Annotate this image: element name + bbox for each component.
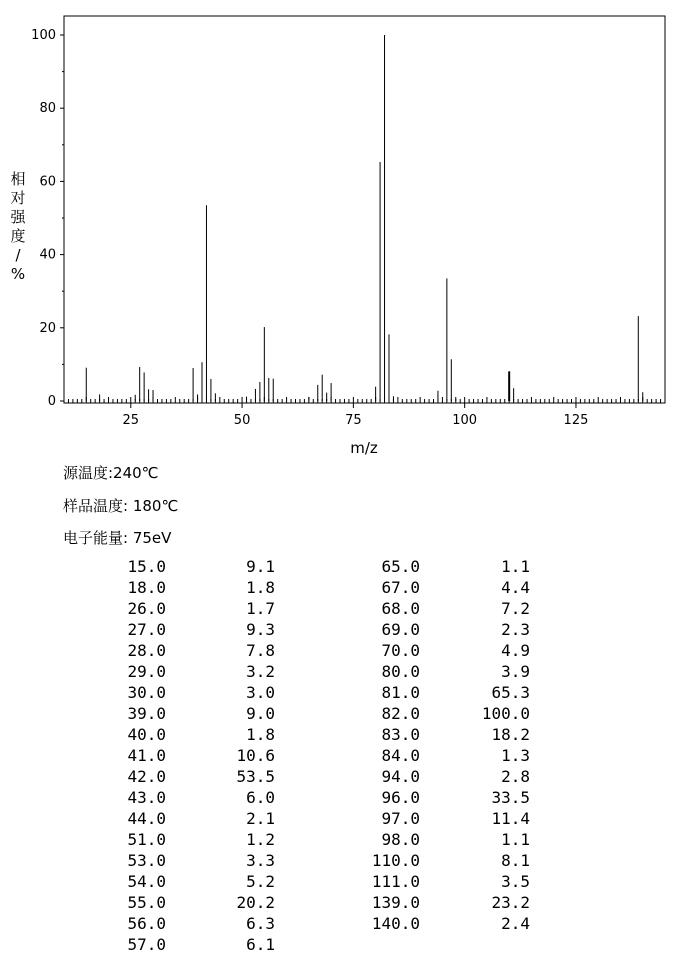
peak-mz-value: 96.0 xyxy=(381,788,420,807)
peak-intensity-value: 2.8 xyxy=(501,767,530,786)
peak-mz-value: 57.0 xyxy=(127,935,166,954)
peak-intensity-value: 23.2 xyxy=(491,893,530,912)
peak-intensity-value: 1.1 xyxy=(501,557,530,576)
peak-mz-value: 69.0 xyxy=(381,620,420,639)
y-axis-label-char: / xyxy=(15,246,21,264)
peak-intensity-value: 33.5 xyxy=(491,788,530,807)
peak-intensity-value: 4.9 xyxy=(501,641,530,660)
peak-mz-value: 44.0 xyxy=(127,809,166,828)
mass-spectrum-chart xyxy=(0,0,680,460)
peak-mz-value: 29.0 xyxy=(127,662,166,681)
source-temperature: 源温度:240℃ xyxy=(63,464,159,482)
y-axis-ticks xyxy=(31,28,64,409)
peak-mz-value: 67.0 xyxy=(381,578,420,597)
peak-mz-value: 30.0 xyxy=(127,683,166,702)
peak-intensity-value: 2.1 xyxy=(246,809,275,828)
y-axis-label-char: 相 xyxy=(10,170,26,188)
peak-mz-value: 68.0 xyxy=(381,599,420,618)
peak-intensity-value: 1.8 xyxy=(246,725,275,744)
peak-mz-value: 82.0 xyxy=(381,704,420,723)
peak-intensity-value: 3.2 xyxy=(246,662,275,681)
peak-intensity-value: 4.4 xyxy=(501,578,530,597)
y-tick-label: 80 xyxy=(39,101,56,117)
x-minor-ticks xyxy=(64,397,665,403)
peak-intensity-value: 6.1 xyxy=(246,935,275,954)
peak-intensity-value: 3.9 xyxy=(501,662,530,681)
peak-intensity-value: 1.3 xyxy=(501,746,530,765)
y-tick-label: 100 xyxy=(31,28,56,43)
peak-intensity-value: 9.0 xyxy=(246,704,275,723)
peak-intensity-value: 100.0 xyxy=(481,704,530,723)
peak-intensity-value: 7.8 xyxy=(246,641,275,660)
peak-mz-value: 39.0 xyxy=(127,704,166,723)
peak-mz-value: 70.0 xyxy=(381,641,420,660)
peak-mz-value: 98.0 xyxy=(381,830,420,849)
peak-mz-value: 97.0 xyxy=(381,809,420,828)
x-axis-ticks xyxy=(123,403,589,428)
peak-mz-value: 84.0 xyxy=(381,746,420,765)
electron-energy: 电子能量: 75eV xyxy=(63,529,172,547)
peak-mz-value: 55.0 xyxy=(127,893,166,912)
peak-mz-value: 110.0 xyxy=(371,851,420,870)
peak-intensity-value: 1.1 xyxy=(501,830,530,849)
plot-frame xyxy=(64,16,665,403)
y-tick-label: 0 xyxy=(47,394,56,409)
peak-intensity-value: 2.3 xyxy=(501,620,530,639)
peak-intensity-value: 1.7 xyxy=(246,599,275,618)
peak-intensity-value: 1.8 xyxy=(246,578,275,597)
peak-intensity-value: 10.6 xyxy=(236,746,275,765)
peak-mz-value: 65.0 xyxy=(381,557,420,576)
x-axis-label: m/z xyxy=(350,439,378,457)
x-tick-label: 75 xyxy=(345,413,362,428)
peak-intensity-value: 3.0 xyxy=(246,683,275,702)
peak-intensity-value: 6.0 xyxy=(246,788,275,807)
peak-mz-value: 139.0 xyxy=(371,893,420,912)
peak-table-mz-column-1 xyxy=(96,556,166,955)
peak-mz-value: 81.0 xyxy=(381,683,420,702)
peak-table-intensity-column-1 xyxy=(205,556,275,955)
x-tick-label: 50 xyxy=(233,413,251,428)
peak-intensity-value: 9.3 xyxy=(246,620,275,639)
y-axis-label-char: 强 xyxy=(10,208,26,226)
peak-intensity-value: 8.1 xyxy=(501,851,530,870)
peak-bars xyxy=(86,35,642,401)
peak-mz-value: 40.0 xyxy=(127,725,166,744)
peak-intensity-value: 5.2 xyxy=(246,872,275,891)
peak-mz-value: 83.0 xyxy=(381,725,420,744)
x-tick-label: 100 xyxy=(452,413,478,428)
y-tick-label: 40 xyxy=(39,247,56,263)
peak-mz-value: 28.0 xyxy=(127,641,166,660)
y-axis-label-char: 对 xyxy=(10,189,26,207)
peak-table-intensity-column-2 xyxy=(460,556,530,934)
peak-intensity-value: 20.2 xyxy=(236,893,275,912)
peak-intensity-value: 7.2 xyxy=(501,599,530,618)
peak-mz-value: 80.0 xyxy=(381,662,420,681)
peak-intensity-value: 11.4 xyxy=(491,809,530,828)
y-tick-label: 60 xyxy=(39,174,56,190)
peak-intensity-value: 53.5 xyxy=(236,767,275,786)
peak-intensity-value: 18.2 xyxy=(491,725,530,744)
peak-intensity-value: 65.3 xyxy=(491,683,530,702)
peak-mz-value: 41.0 xyxy=(127,746,166,765)
sample-temperature: 样品温度: 180℃ xyxy=(63,497,179,515)
peak-intensity-value: 2.4 xyxy=(501,914,530,933)
peak-table-mz-column-2 xyxy=(350,556,420,934)
y-axis-label xyxy=(10,170,26,283)
peak-mz-value: 18.0 xyxy=(127,578,166,597)
peak-mz-value: 27.0 xyxy=(127,620,166,639)
peak-mz-value: 94.0 xyxy=(381,767,420,786)
peak-mz-value: 42.0 xyxy=(127,767,166,786)
peak-intensity-value: 6.3 xyxy=(246,914,275,933)
peak-mz-value: 54.0 xyxy=(127,872,166,891)
peak-intensity-value: 3.5 xyxy=(501,872,530,891)
peak-mz-value: 15.0 xyxy=(127,557,166,576)
peak-intensity-value: 1.2 xyxy=(246,830,275,849)
peak-intensity-value: 3.3 xyxy=(246,851,275,870)
peak-mz-value: 111.0 xyxy=(371,872,420,891)
y-axis-label-char: 度 xyxy=(10,227,26,245)
peak-mz-value: 43.0 xyxy=(127,788,166,807)
peak-mz-value: 56.0 xyxy=(127,914,166,933)
peak-mz-value: 51.0 xyxy=(127,830,166,849)
x-tick-label: 25 xyxy=(122,413,140,428)
y-axis-label-char: % xyxy=(10,265,26,283)
peak-mz-value: 26.0 xyxy=(127,599,166,618)
x-tick-label: 125 xyxy=(563,413,589,428)
peak-mz-value: 140.0 xyxy=(371,914,420,933)
peak-intensity-value: 9.1 xyxy=(246,557,275,576)
peak-mz-value: 53.0 xyxy=(127,851,166,870)
y-tick-label: 20 xyxy=(39,320,56,336)
